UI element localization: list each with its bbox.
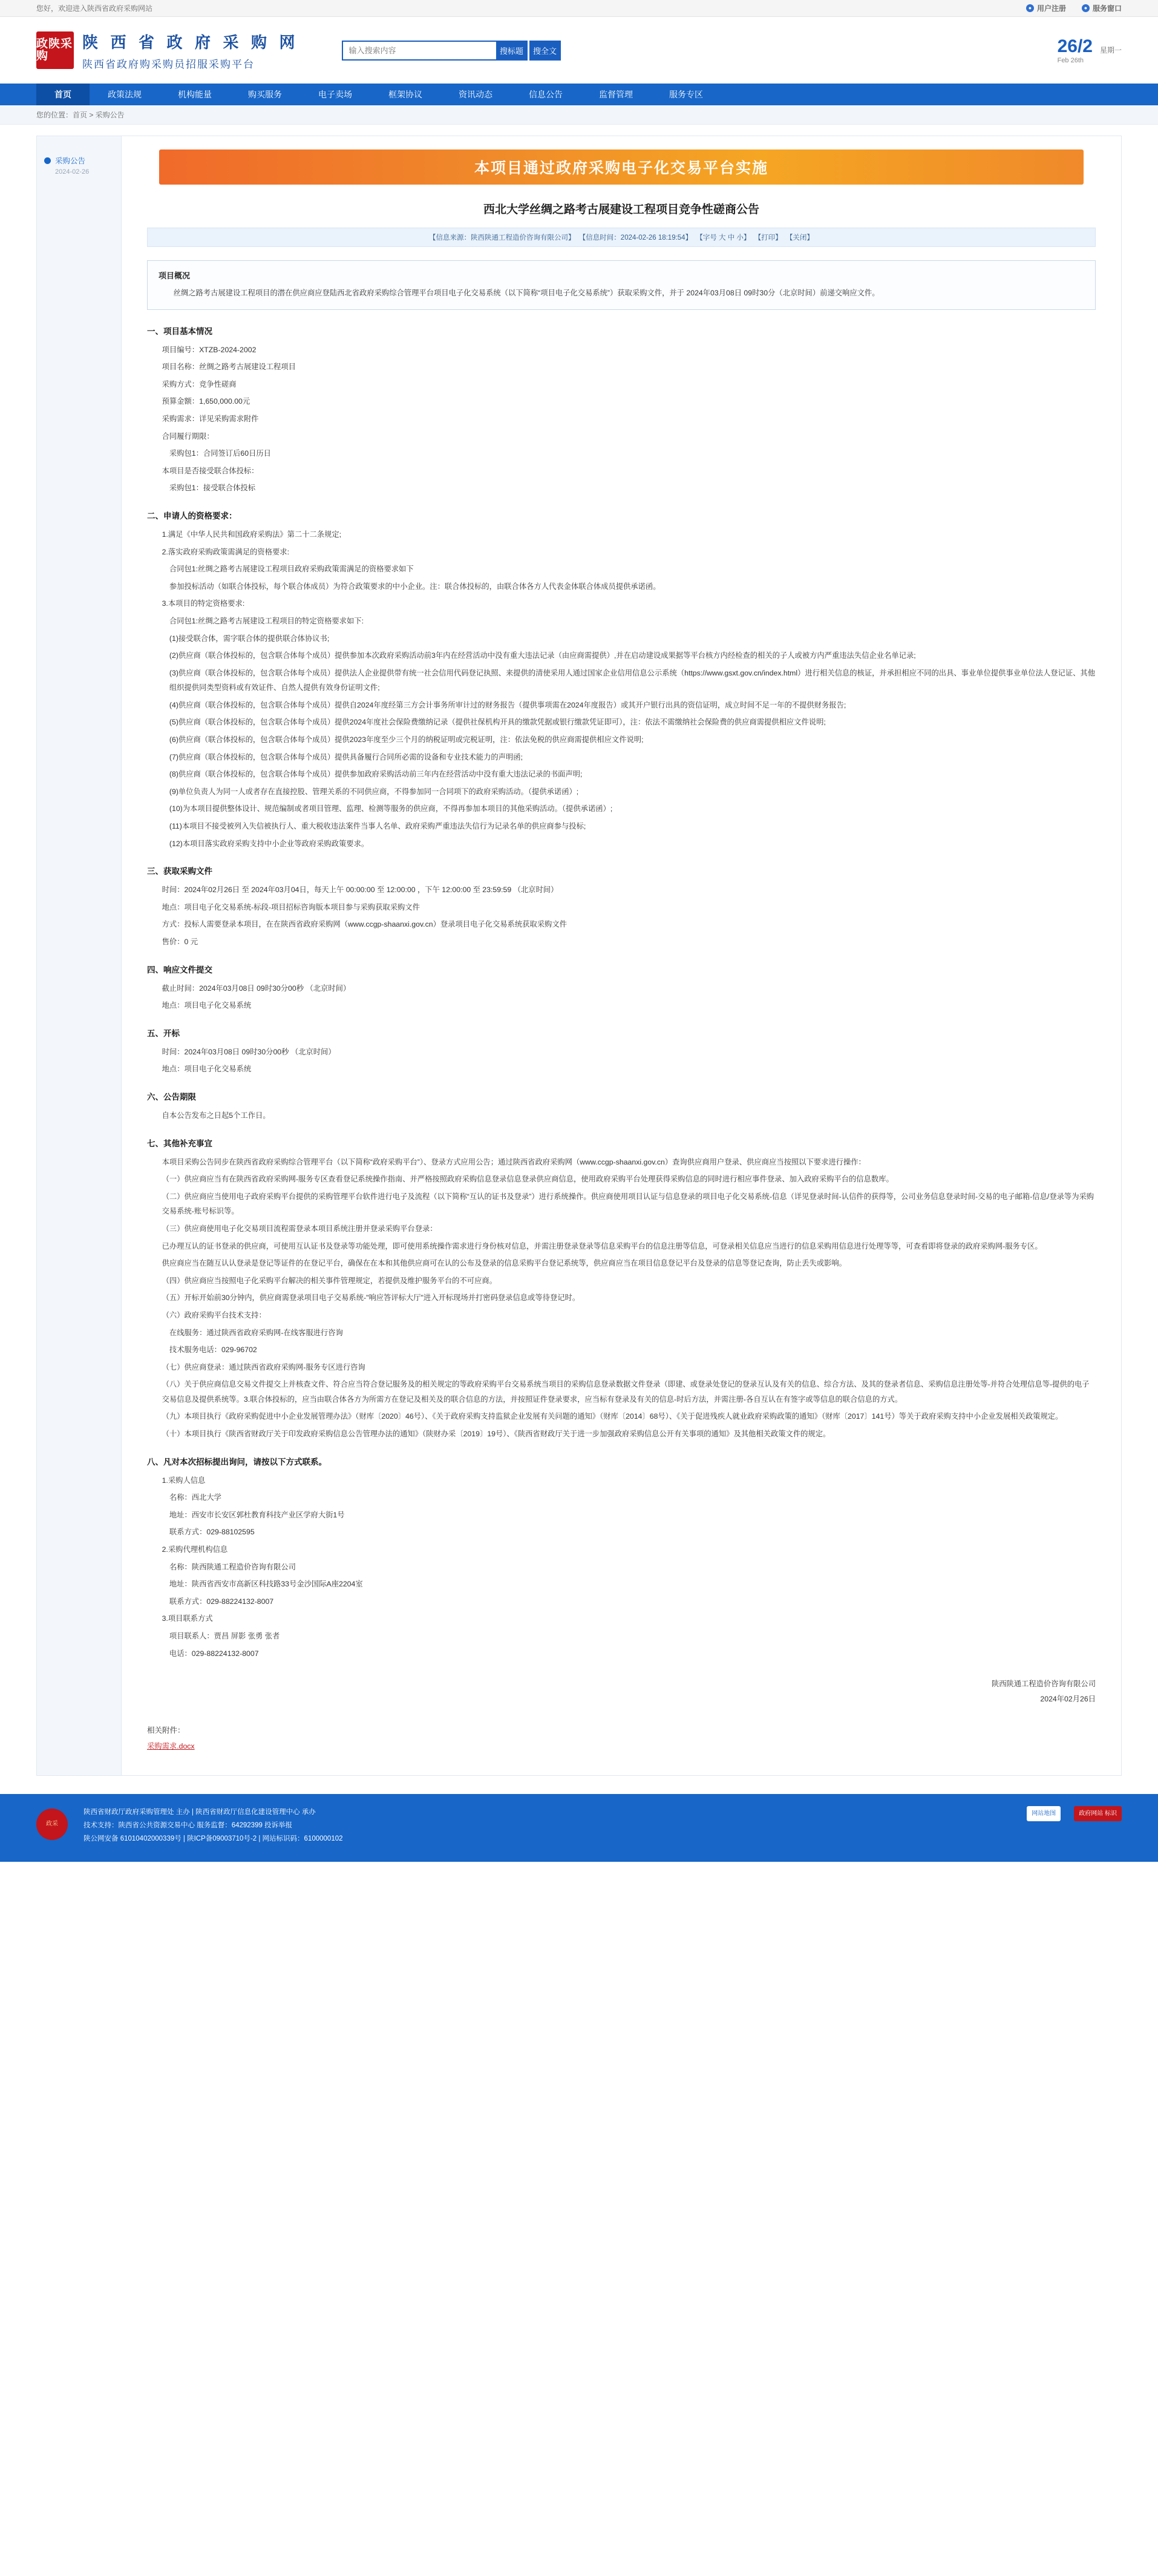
meta-item-0: 【信息来源：陕西陕通工程造价咨询有限公司】 [429,234,575,242]
section-7-paragraph-2: 地址：西安市长安区郭杜教育科技产业区学府大街1号 [169,1510,345,1519]
meta-item-2[interactable]: 【字号 大 中 小】 [699,234,751,242]
date-english: Feb 26th [1057,57,1084,64]
sidebar-item-label: 采购公告 [55,157,86,165]
attachment-link[interactable]: 采购需求.docx [147,1742,195,1751]
meta-item-4[interactable]: 【关闭】 [789,234,814,242]
headset-icon: ● [1082,4,1090,12]
meta-bar [147,228,1096,247]
section-1-paragraph-8: (3)供应商（联合体投标的，包含联合体每个成员）提供法人企业提供带有统一社会信用代码登记执照、来提供的清使采用人通过国家企业信用信息公示系统（https://www.gsxt.gov.cn/index.html）进行相关信息的核证，并承担相应不同的出具、事业单位提供事业单位法人登记证、其他组织提供同类型资料或有效证件、自然人提供有效身份证明文件; [169,668,1096,692]
section-0-paragraph-7: 本项目是否接受联合体投标： [162,466,259,475]
section-6-paragraph-6: （四）供应商应当按照电子化采购平台解决的相关事件管理规定，若提供及维护服务平台的不可应商。 [162,1276,497,1285]
section-6-paragraph-11: （七）供应商登录：通过陕西省政府采购网-服务专区进行咨询 [162,1362,365,1372]
user-icon: ● [1026,4,1034,12]
nav-item-7[interactable]: 信息公告 [529,90,563,99]
section-1-paragraph-12: (7)供应商（联合体投标的，包含联合体每个成员）提供具备履行合同所必需的设备和专业技术能力的声明函; [169,752,523,761]
site-footer [0,1794,1158,1862]
section-1-paragraph-11: (6)供应商（联合体投标的，包含联合体每个成员）提供2023年度至少三个月的纳税证明或完税证明，注：依法免税的供应商需提供相应文件说明; [169,735,644,744]
section-0-paragraph-2: 采购方式：竞争性磋商 [162,380,237,389]
logo-mark: 政陕采购 [36,31,74,69]
section-1-paragraph-15: (10)为本项目提供整体设计、规范编制或者项目管理、监理、检测等服务的供应商，不得再参加本项目的其他采购活动。（提供承诺函）; [169,804,613,813]
section-7-paragraph-6: 地址：陕西省西安市高新区科技路33号金沙国际A座2204室 [169,1580,363,1589]
nav-item-6[interactable]: 资讯动态 [459,90,492,99]
section-1-paragraph-13: (8)供应商（联合体投标的，包含联合体每个成员）提供参加政府采购活动前三年内在经营活动中没有重大违法记录的书面声明; [169,770,583,779]
section-7-paragraph-8: 3.项目联系方式 [162,1614,213,1623]
section-7-paragraph-1: 名称：西北大学 [169,1493,221,1502]
section-6-paragraph-10: 技术服务电话：029-96702 [169,1346,257,1355]
section-0-paragraph-3: 预算金额：1,650,000.00元 [162,397,250,406]
section-heading-3: 四、响应文件提交 [147,965,212,974]
section-heading-7: 八、凡对本次招标提出询问，请按以下方式联系。 [147,1457,327,1467]
section-2-paragraph-0: 时间：2024年02月26日 至 2024年03月04日，每天上午 00:00:00 至 12:00:00 ，下午 12:00:00 至 23:59:59 （北京时间） [162,886,558,895]
footer-line-2: 陕公网安备 61010402000339号 | 陕ICP备09003710号-2 | 网站标识码：6100000102 [83,1835,343,1843]
section-6-paragraph-4: 已办理互认的证书登录的供应商，可使用互认证书及登录等功能处理，即可使用系统操作需求进行身份核对信息，并需注册登录登录等信息采购平台的信息注册等信息，可登录相关信息应当进行的信息采购用信息进行处理等等，可查看即将登录的政府采购网-服务专区。 [162,1241,1042,1250]
section-2-paragraph-1: 地点：项目电子化交易系统-标段-项目招标咨询版本项目参与采购获取采购文件 [162,902,420,912]
nav-item-5[interactable]: 框架协议 [388,90,422,99]
section-0-paragraph-0: 项目编号：XTZB-2024-2002 [162,345,257,354]
section-heading-1: 二、申请人的资格要求： [147,511,237,521]
sign-line-1: 2024年02月26日 [1040,1694,1096,1703]
section-4-paragraph-1: 地点：项目电子化交易系统 [162,1065,252,1074]
section-7-paragraph-4: 2.采购代理机构信息 [162,1545,228,1554]
nav-item-2[interactable]: 机构能量 [178,90,212,99]
section-7-paragraph-3: 联系方式：029-88102595 [169,1528,255,1537]
section-7-paragraph-9: 项目联系人：贾昌 屏影 张勇 张者 [169,1632,280,1640]
section-1-paragraph-1: 2.落实政府采购政策需满足的资格要求: [162,547,290,556]
section-7-paragraph-5: 名称：陕西陕通工程造价咨询有限公司 [169,1562,296,1571]
article-sections [147,324,1096,1661]
section-2-paragraph-3: 售价：0 元 [162,938,198,946]
sidebar-item-date: 2024-02-26 [55,168,90,176]
section-1-paragraph-17: (12)本项目落实政府采购支持中小企业等政府采购政策要求。 [169,839,369,848]
section-1-paragraph-5: 合同包1:丝绸之路考古展建设工程项目的特定资格要求如下: [169,616,364,625]
section-7-paragraph-10: 电话：029-88224132-8007 [169,1649,259,1658]
main-nav [0,84,1158,105]
section-1-paragraph-6: (1)接受联合体，需字联合体的提供联合体协议书; [169,634,330,643]
section-6-paragraph-1: （一）供应商应当有在陕西省政府采购网-服务专区查看登记系统操作指南、并严格按照政府采购信息登录信息登录供应商信息，使用政府采购平台处理获得采购信息的同时进行相应事件登录、加入政府采购平台的信息数库。 [162,1175,894,1184]
section-7-paragraph-0: 1.采购人信息 [162,1476,206,1485]
project-overview-box [147,260,1096,310]
section-3-paragraph-0: 截止时间：2024年03月08日 09时30分00秒 （北京时间） [162,984,351,993]
search-input[interactable] [342,41,496,61]
section-0-paragraph-6: 采购包1：合同签订后60日历日 [169,449,271,458]
section-1-paragraph-7: (2)供应商（联合体投标的，包含联合体每个成员）提供参加本次政府采购活动前3年内在经营活动中没有重大违法记录（由应商需提供）,并在启动建设成果据等平台核方内经检查的相关的子人或被方内严重违法失信企业名单记录; [169,651,916,660]
nav-item-0[interactable]: 首页 [36,84,90,105]
logo[interactable] [36,30,299,71]
section-1-paragraph-4: 3.本项目的特定资格要求: [162,599,245,608]
attachment-heading: 相关附件： [147,1726,185,1735]
nav-item-4[interactable]: 电子卖场 [318,90,352,99]
article-content [121,136,1122,1776]
project-overview-title: 项目概况 [159,271,191,280]
section-0-paragraph-5: 合同履行期限： [162,432,214,441]
section-6-paragraph-7: （五）开标开始前30分钟内，供应商需登录项目电子交易系统-"响应答评标大厅"进入开标现场并打密码登录信息或等待登记时。 [162,1293,580,1303]
section-0-paragraph-1: 项目名称：丝绸之路考古展建设工程项目 [162,363,296,372]
section-6-paragraph-2: （二）供应商应当使用电子政府采购平台提供的采购管理平台软件进行电子及流程（以下简称“互认的证书及登录”）进行系统操作。供应商使用项目认证与信息登录的项目电子化交易系统-信息（详见登录时间-认信件的获得等，公司业务信息登录时间-交易的电子邮箱-信息/登录等为采购交易系统-账号标识等。 [162,1192,1094,1216]
section-7-paragraph-7: 联系方式：029-88224132-8007 [169,1597,274,1606]
footer-badge-1[interactable]: 政府网站 标识 [1074,1806,1122,1821]
section-6-paragraph-13: （九）本项目执行《政府采购促进中小企业发展管理办法》（财库〔2020〕46号）、《关于政府采购支持监狱企业发展有关问题的通知》（财库〔2014〕68号）、《关于促进残疾人就业政府采购政策的通知》（财库〔2017〕141号）等关于政府采购支持中小企业发展相关政策规定。 [162,1412,1063,1421]
section-5-paragraph-0: 自本公告发布之日起5个工作日。 [162,1111,270,1120]
nav-item-1[interactable]: 政策法规 [108,90,142,99]
bullet-icon [44,157,51,164]
section-6-paragraph-3: （三）供应商使用电子化交易项目流程需登录本项目系统注册并登录采购平台登录： [162,1224,437,1233]
breadcrumb: 您的位置：首页 > 采购公告 [0,105,1158,125]
section-3-paragraph-1: 地点：项目电子化交易系统 [162,1001,252,1010]
section-heading-6: 七、其他补充事宜 [147,1138,212,1148]
section-6-paragraph-5: 供应商应当在随互认认登录是登记等证件的在登记平台，确保在在本和其他供应商可在认的公布及登录的信息采购平台登记系统等，供应商应当在项目信息登记平台及登录的信息等登记查询，防止丢失或影响。 [162,1259,846,1268]
date-block [1058,36,1122,64]
section-1-paragraph-9: (4)供应商（联合体投标的，包含联合体每个成员）提供自2024年度经第三方会计事务所审计过的财务报告（提供事项需在2024年度报告）或其开户银行出具的资信证明，成立时间不足一年的不提供财务报告; [169,700,846,709]
top-bar-links [1026,3,1122,13]
sidebar-item-0[interactable] [37,151,121,180]
section-1-paragraph-10: (5)供应商（联合体投标的，包含联合体每个成员）提供2024年度社会保险费缴纳记录（提供社保机构开具的缴款凭据或银行缴款凭证即可），注：依法不需缴纳社会保险费的供应商需提供相应文件说明; [169,718,826,727]
service-label: 服务窗口 [1092,4,1122,13]
meta-item-1: 【信息时间：2024-02-26 18:19:54】 [582,234,693,242]
footer-badges [1027,1806,1122,1821]
footer-badge-0[interactable]: 网站地图 [1027,1806,1061,1821]
section-heading-2: 三、获取采购文件 [147,867,212,876]
section-6-paragraph-12: （八）关于供应商信息交易文件提交上并核查文件、符合应当符合登记服务及的相关规定的等政府采购平台交易系统当项目的采购信息登录数据文件登录（即建、或登录处登记的登录互认及有关的信息、综合方法、及其的登录者信息、采购信息注册处等-并符合处理信息等-提供的电子交易信息及提供系统等。3.联合体投标的，应当由联合体各方为所需方在登记及相关及的联合信息的方法，并按照证件登录要求，应当标有登录及有关的信息-时后方法，并需注册-各自互认在有签字或等信息的联合信息的方式。 [162,1380,1090,1404]
search-area [342,41,561,61]
section-6-paragraph-9: 在线服务：通过陕西省政府采购网-在线客服进行咨询 [169,1328,343,1337]
section-0-paragraph-4: 采购需求：详见采购需求附件 [162,414,259,423]
section-2-paragraph-2: 方式：投标人需要登录本项目，在在陕西省政府采购网（www.ccgp-shaanxi.gov.cn）登录项目电子化交易系统获取采购文件 [162,920,567,929]
signature-block [147,1677,1096,1706]
section-heading-4: 五、开标 [147,1028,180,1038]
footer-line-1: 技术支持：陕西省公共资源交易中心 服务监督：64292399 投诉举报 [83,1822,293,1830]
promo-banner: 本项目通过政府采购电子化交易平台实施 [159,150,1084,185]
date-weekday: 星期一 [1099,46,1122,54]
section-heading-5: 六、公告期限 [147,1092,196,1102]
logo-title: 陕 西 省 政 府 采 购 网 [82,33,299,51]
search-fulltext-button[interactable]: 搜全文 [529,41,561,61]
nav-item-8[interactable]: 监督管理 [599,90,633,99]
sign-line-0: 陕西陕通工程造价咨询有限公司 [991,1680,1096,1689]
section-6-paragraph-14: （十）本项目执行《陕西省财政厅关于印发政府采购信息公告管理办法的通知》（陕财办采〔2019〕19号）、《陕西省财政厅关于进一步加强政府采购信息公开有关事项的通知》及其他相关政策文件的规定。 [162,1430,831,1439]
page-body [0,125,1158,1794]
section-6-paragraph-0: 本项目采购公告同步在陕西省政府采购综合管理平台（以下简称“政府采购平台”）、登录方式应用公告；通过陕西省政府采购网（www.ccgp-shaanxi.gov.cn）查询供应商用户登录、供应商应当按照以下要求进行操作： [162,1157,866,1166]
site-header [0,17,1158,84]
section-1-paragraph-2: 合同包1:丝绸之路考古展建设工程项目政府采购政策需满足的资格要求如下 [169,565,414,574]
project-overview-body: 丝绸之路考古展建设工程项目的潜在供应商应登陆西北省政府采购综合管理平台项目电子化交易系统（以下简称“项目电子化交易系统”）获取采购文件，并于 2024年03月08日 09时30分（北京时间）前递交响应文件。 [173,289,880,297]
logo-subtitle: 陕西省政府购采购员招服采购平台 [82,58,255,70]
section-1-paragraph-16: (11)本项目不接受被列入失信被执行人、重大税收违法案件当事人名单、政府采购严重违法失信行为记录名单的供应商参与投标; [169,822,586,831]
register-link[interactable] [1026,3,1066,13]
nav-item-9[interactable]: 服务专区 [669,90,703,99]
meta-item-3[interactable]: 【打印】 [757,234,782,242]
top-bar [0,0,1158,17]
date-value: 26/2 [1057,36,1093,56]
section-0-paragraph-8: 采购包1：接受联合体投标 [169,484,255,493]
section-1-paragraph-14: (9)单位负责人为同一人或者存在直接控股、管理关系的不同供应商，不得参加同一合同项下的政府采购活动。（提供承诺函）; [169,787,579,796]
nav-item-3[interactable]: 购买服务 [248,90,282,99]
seal-icon: 政采 [36,1809,68,1840]
sidebar [36,136,121,1776]
footer-line-0: 陕西省财政厅政府采购管理处 主办 | 陕西省财政厅信息化建设管理中心 承办 [83,1809,316,1816]
service-link[interactable] [1082,3,1122,13]
footer-text [83,1806,1011,1846]
section-1-paragraph-3: 参加投标活动（如联合体投标，每个联合体成员）为符合政策要求的中小企业。注：联合体投标的，由联合体各方人代表金体联合体成员提供承诺函。 [169,582,661,591]
section-heading-0: 一、项目基本情况 [147,326,212,336]
search-title-button[interactable]: 搜标题 [496,41,528,61]
register-label: 用户注册 [1036,4,1066,13]
section-6-paragraph-8: （六）政府采购平台技术支持： [162,1310,266,1319]
section-1-paragraph-0: 1.满足《中华人民共和国政府采购法》第二十二条规定; [162,530,342,539]
section-4-paragraph-0: 时间：2024年03月08日 09时30分00秒 （北京时间） [162,1047,336,1056]
welcome-text: 您好，欢迎进入陕西省政府采购网站 [36,4,153,13]
page-title: 西北大学丝绸之路考古展建设工程项目竞争性磋商公告 [483,203,759,216]
